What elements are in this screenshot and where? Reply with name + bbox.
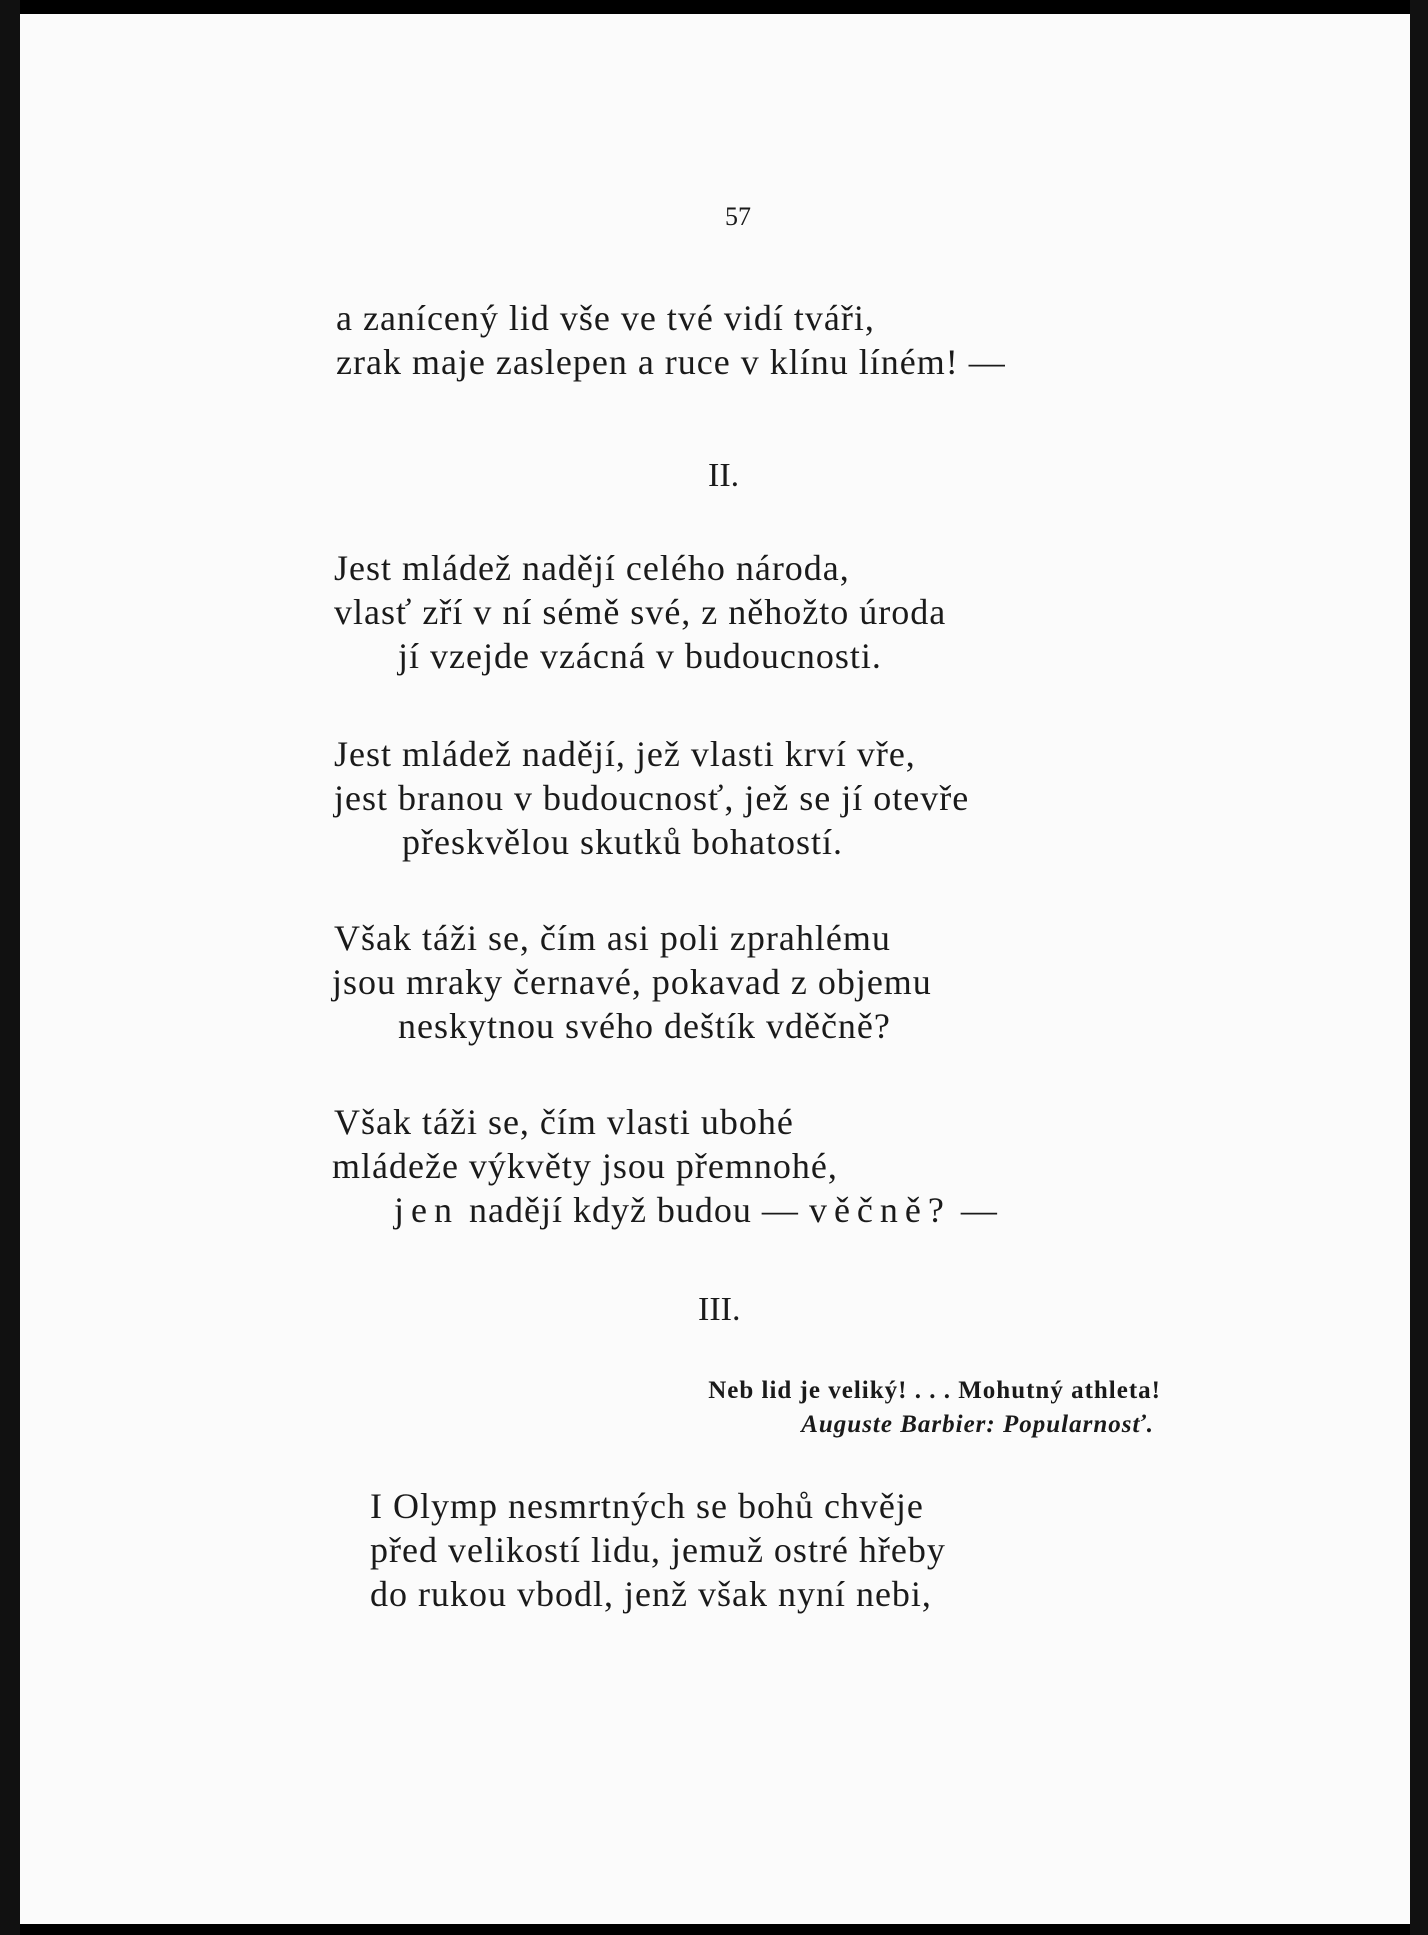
- verse-line: jí vzejde vzácná v budoucnosti.: [398, 636, 882, 676]
- epigraph-attribution: Auguste Barbier: Popularnosť.: [801, 1411, 1154, 1438]
- verse-line: [394, 1188, 998, 1232]
- book-page: [16, 14, 1416, 1924]
- section-heading-ii: II.: [708, 457, 740, 494]
- verse-line: jsou mraky černavé, pokavad z objemu: [332, 962, 932, 1002]
- section-heading-iii: III.: [698, 1291, 741, 1328]
- epigraph: Neb lid je veliký! . . . Mohutný athleta!: [708, 1377, 1161, 1404]
- verse-line: před velikostí lidu, jemuž ostré hřeby: [370, 1530, 946, 1570]
- page-number: 57: [725, 202, 751, 231]
- verse-fragment: nadějí když budou —: [468, 1190, 799, 1230]
- scan-left-edge: [0, 0, 20, 1935]
- verse-line: jest branou v budoucnosť, jež se jí otevře: [334, 778, 970, 818]
- verse-line: vlasť zří v ní sémě své, z něhožto úroda: [334, 592, 947, 632]
- emphasized-word: jen: [394, 1190, 459, 1230]
- verse-line: I Olymp nesmrtných se bohů chvěje: [370, 1486, 924, 1526]
- verse-line: do rukou vbodl, jenž však nyní nebi,: [370, 1574, 932, 1614]
- verse-line: mládeže výkvěty jsou přemnohé,: [332, 1146, 838, 1186]
- verse-fragment: —: [960, 1190, 998, 1230]
- verse-line: neskytnou svého deštík vděčně?: [398, 1006, 891, 1046]
- verse-line: přeskvělou skutků bohatostí.: [402, 822, 843, 862]
- verse-line: Však táži se, čím vlasti ubohé: [334, 1102, 794, 1142]
- verse-line: Jest mládež nadějí, jež vlasti krví vře,: [334, 734, 916, 774]
- verse-line: Jest mládež nadějí celého národa,: [334, 548, 850, 588]
- emphasized-word: věčně?: [808, 1190, 951, 1230]
- verse-line: Však táži se, čím asi poli zprahlému: [334, 918, 891, 958]
- scan-right-edge: [1410, 0, 1428, 1935]
- verse-line: zrak maje zaslepen a ruce v klínu líném! —: [336, 342, 1006, 382]
- verse-line: a zanícený lid vše ve tvé vidí tváři,: [336, 298, 875, 338]
